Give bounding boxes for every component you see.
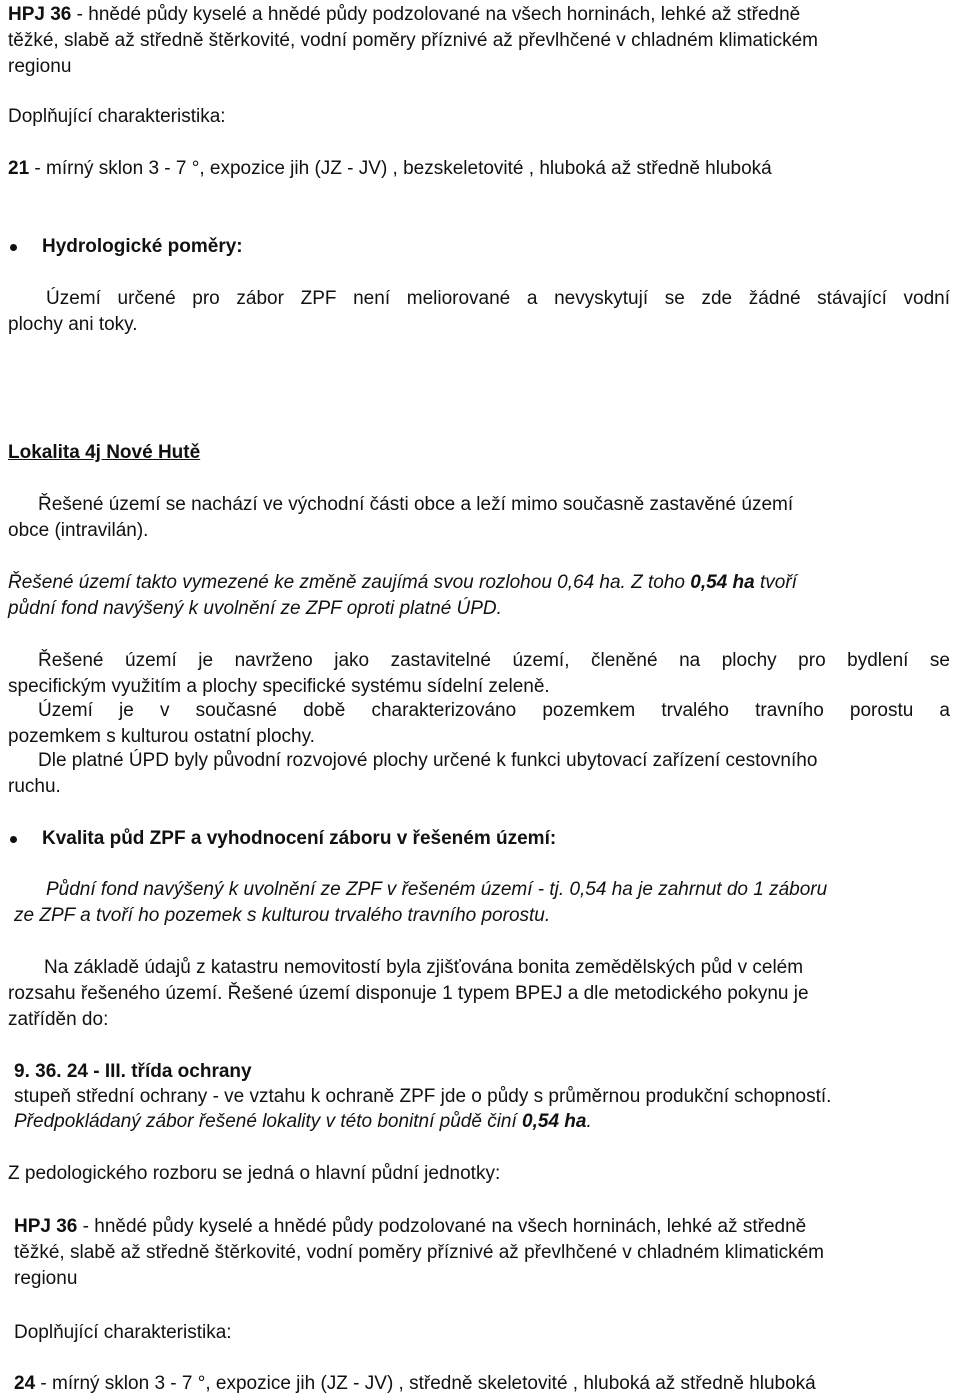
hpj-line-3: regionu bbox=[8, 56, 72, 77]
protection-class: 9. 36. 24 - III. třída ochrany bbox=[14, 1061, 252, 1082]
locality-p3-line-3: Území je v současné době charakterizováno pozemkem trvalého travního porostu a bbox=[38, 700, 950, 721]
locality-p3-line-4: pozemkem s kulturou ostatní plochy. bbox=[8, 726, 315, 747]
locality-p2-line-2: půdní fond navýšený k uvolnění ze ZPF oproti platné ÚPD. bbox=[8, 598, 502, 619]
locality-p3-line-1: Řešené území je navrženo jako zastavitelné území, členěné na plochy pro bydlení se bbox=[38, 650, 950, 671]
supplement-label: Doplňující charakteristika: bbox=[8, 106, 226, 127]
quality-p2-line-3: zatříděn do: bbox=[8, 1009, 109, 1030]
hydro-line-1: Území určené pro zábor ZPF není meliorované a nevyskytují se zde žádné stávající vodní bbox=[46, 288, 950, 309]
bullet-icon bbox=[10, 244, 17, 251]
quality-p2-line-1: Na základě údajů z katastru nemovitostí byla zjišťována bonita zemědělských půd v celém bbox=[44, 957, 804, 978]
locality-p3-line-2: specifickým využitím a plochy specifické systému sídelní zeleně. bbox=[8, 676, 550, 697]
hpj-line-2: těžké, slabě až středně štěrkovité, vodní poměry příznivé až převlhčené v chladném klimatickém bbox=[8, 30, 818, 51]
supplement-text: 21 - mírný sklon 3 - 7 °, expozice jih (JZ - JV) , bezskeletovité , hluboká až středně hluboká bbox=[8, 158, 772, 179]
hpj-line-1: HPJ 36 - hnědé půdy kyselé a hnědé půdy podzolované na všech horninách, lehké až středně bbox=[8, 4, 801, 25]
hpj-code: HPJ 36 bbox=[14, 1216, 78, 1237]
locality-heading: Lokalita 4j Nové Hutě bbox=[8, 442, 201, 463]
protection-class-desc: stupeň střední ochrany - ve vztahu k ochraně ZPF jde o půdy s průměrnou produkční schopností. bbox=[14, 1086, 832, 1107]
locality-p1-line-1: Řešené území se nachází ve východní části obce a leží mimo současně zastavěné území bbox=[38, 494, 794, 515]
quality-p1-line-1: Půdní fond navýšený k uvolnění ze ZPF v řešeném území - tj. 0,54 ha je zahrnut do 1 záboru bbox=[46, 879, 828, 900]
hpj-line-3: regionu bbox=[14, 1268, 78, 1289]
pedology-intro: Z pedologického rozboru se jedná o hlavní půdní jednotky: bbox=[8, 1163, 501, 1184]
quality-p1-line-2: ze ZPF a tvoří ho pozemek s kulturou trvalého travního porostu. bbox=[14, 905, 551, 926]
locality-p3-line-6: ruchu. bbox=[8, 776, 61, 797]
locality-p3-line-5: Dle platné ÚPD byly původní rozvojové plochy určené k funkci ubytovací zařízení cestovního bbox=[38, 750, 818, 771]
hpj-code: HPJ 36 bbox=[8, 4, 72, 25]
bullet-icon bbox=[10, 836, 17, 843]
locality-p2-line-1: Řešené území takto vymezené ke změně zaujímá svou rozlohou 0,64 ha. Z toho 0,54 ha tvoří bbox=[8, 572, 797, 593]
supplement-text: 24 - mírný sklon 3 - 7 °, expozice jih (JZ - JV) , středně skeletovité , hluboká až středně hluboká bbox=[14, 1373, 816, 1394]
quality-heading: Kvalita půd ZPF a vyhodnocení záboru v řešeném území: bbox=[42, 828, 557, 849]
locality-p1-line-2: obce (intravilán). bbox=[8, 520, 149, 541]
hydro-line-2: plochy ani toky. bbox=[8, 314, 138, 335]
supplement-label: Doplňující charakteristika: bbox=[14, 1322, 232, 1343]
hydro-heading: Hydrologické poměry: bbox=[42, 236, 243, 257]
quality-p2-line-2: rozsahu řešeného území. Řešené území disponuje 1 typem BPEJ a dle metodického pokynu je bbox=[8, 983, 809, 1004]
expected-take: Předpokládaný zábor řešené lokality v této bonitní půdě činí 0,54 ha. bbox=[14, 1111, 592, 1132]
hpj-line-2: těžké, slabě až středně štěrkovité, vodní poměry příznivé až převlhčené v chladném klimatickém bbox=[14, 1242, 824, 1263]
hpj-line-1: HPJ 36 - hnědé půdy kyselé a hnědé půdy podzolované na všech horninách, lehké až středně bbox=[14, 1216, 807, 1237]
